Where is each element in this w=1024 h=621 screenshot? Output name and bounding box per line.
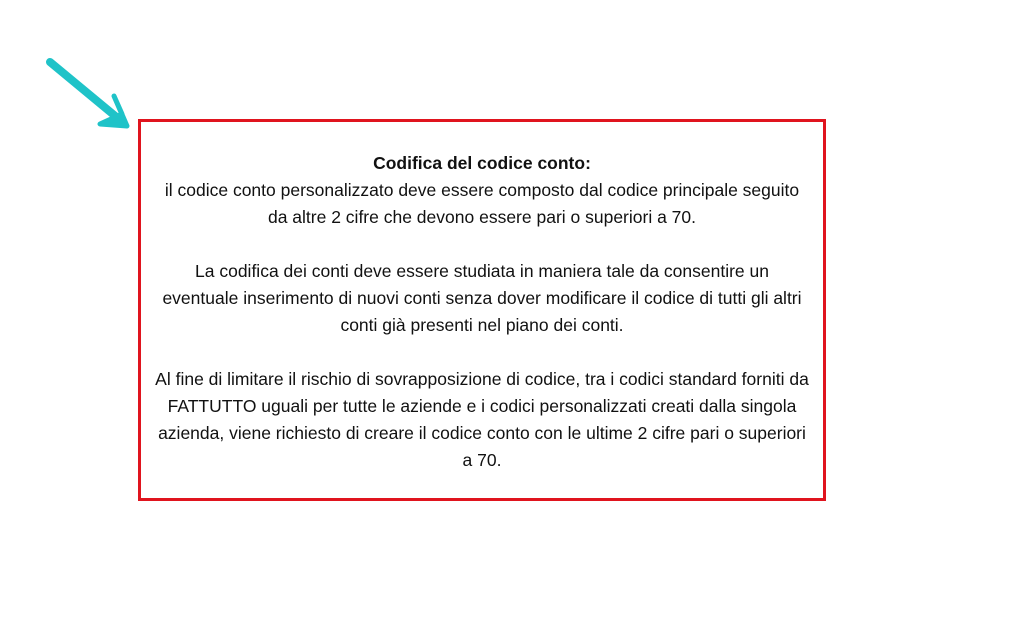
- arrow-down-right-icon: [40, 52, 140, 142]
- paragraph-text: il codice conto personalizzato deve essere composto dal codice principale seguito da altre 2 cifre che devono essere pari o superiori a 70.: [164, 180, 800, 227]
- info-box: [138, 119, 826, 501]
- paragraph-text: La codifica dei conti deve essere studiata in maniera tale da consentire un eventuale inserimento di nuovi conti senza dover modificare il codice di tutti gli altri conti già presenti nel piano dei conti.: [162, 261, 802, 335]
- paragraph-text: Al fine di limitare il rischio di sovrapposizione di codice, tra i codici standard forniti da FATTUTTO uguali per tutte le aziende e i codici personalizzati creati dalla singola azienda, viene richiesto di creare il codice conto con le ultime 2 cifre pari o superiori a 70.: [155, 369, 809, 470]
- box-heading: Codifica del codice conto:: [373, 153, 591, 173]
- paragraph-coding: [155, 150, 809, 231]
- paragraph-overlap: [155, 366, 809, 474]
- paragraph-structure: [155, 258, 809, 339]
